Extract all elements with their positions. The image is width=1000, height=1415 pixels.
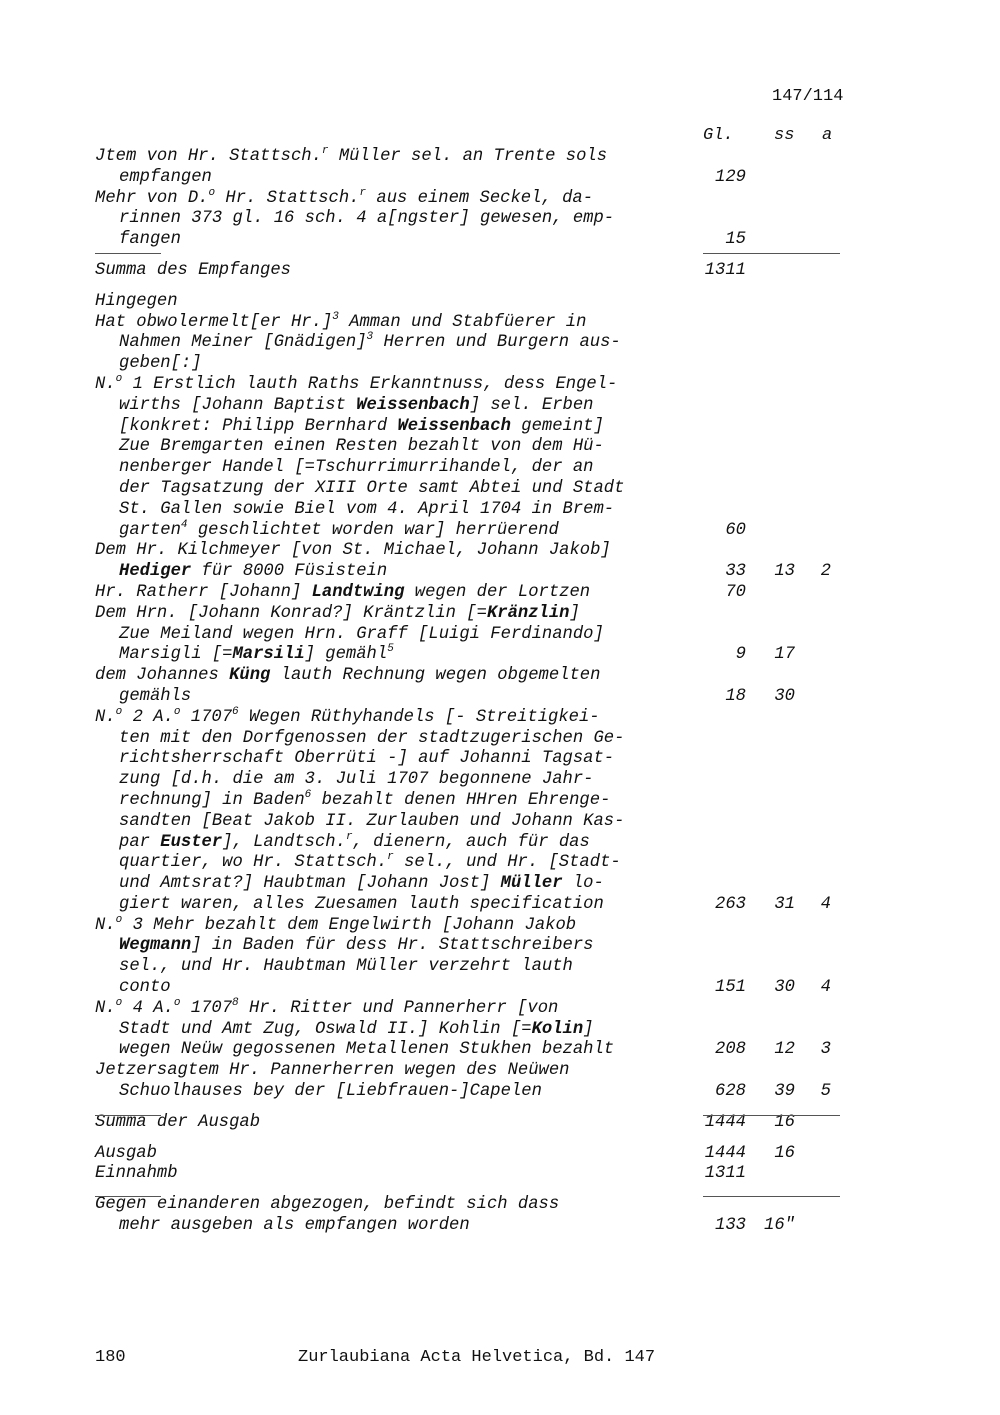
amount-gulden: 133 [715,1216,746,1236]
amount-gulden: 1311 [704,260,746,280]
ledger-body [95,147,855,1237]
balance-expenses: Ausgab 1444 16 [95,1143,795,1163]
rule-right [703,1115,840,1116]
balance-result: Gegen einanderen abgezogen, befindt sich dass mehr ausgeben als empfangen worden 133 16" [95,1195,795,1236]
expense-entry: Hr. Ratherr [Johann] Landtwing wegen der Lortzen 70 [95,582,746,602]
expense-entry: N.$^o$ 2 A.$^o$ 1707$^6$ Wegen Rüthyhandels [- Streitigkei- ten mit den Dorfgenossen der stadtzugerischen Ge- richtsherrschaft Oberrüti -] auf Johanni Tagsat- zung [d.h. die am 3. Juli 1707 begonnene Jahr- rechnung] in Baden$^6$ bezahlt denen HHren Ehrenge- sandten [Beat Jakob II. Zurlauben und Johann Kas- par Euster], Landtsch.$^r$, dienern, auch für das quartier, wo Hr. Stattsch.$^r$ sel., und Hr. [Stadt- und Amtsrat?] Haubtman [Johann Jost] Müller lo- giert waren, alles Zuesamen lauth specification 263 31 4 [95,705,831,914]
amount-schilling: 16" [764,1216,795,1236]
rule-right [703,1196,840,1197]
amount-schilling: 30 [774,686,795,706]
amount-gulden: 628 [715,1082,746,1102]
amount-schilling: 13 [774,562,795,582]
amount-angster: 5 [820,1082,831,1102]
section-heading: Hingegen [95,291,178,311]
balance-receipts: Einnahmb 1311 [95,1164,746,1184]
expenses-total: Summa der Ausgab 1444 16 [95,1112,795,1132]
amount-gulden: 151 [715,978,746,998]
footer-publication: Zurlaubiana Acta Helvetica, Bd. 147 [298,1348,656,1367]
receipt-entry: Jtem von Hr. Stattsch.$^r$ Müller sel. an Trente sols empfangen 129 [95,145,746,187]
amount-gulden: 70 [725,582,746,602]
amount-gulden: 1444 [704,1143,746,1163]
rule-right [703,253,840,254]
amount-angster: 4 [820,978,831,998]
amount-schilling: 12 [774,1040,795,1060]
amount-gulden: 60 [725,520,746,540]
column-header-schilling: ss [774,126,795,145]
expense-intro: Hat obwolermelt[er Hr.]$^3$ Amman und Stabfüerer in Nahmen Meiner [Gnädigen]$^3$ Herren und Burgern aus- geben[:] [95,310,621,374]
amount-schilling: 39 [774,1082,795,1102]
amount-schilling: 31 [774,894,795,914]
amount-gulden: 208 [715,1040,746,1060]
amount-angster: 4 [820,894,831,914]
amount-gulden: 15 [725,230,746,250]
amount-gulden: 129 [715,167,746,187]
amount-schilling: 16 [774,1143,795,1163]
amount-schilling: 16 [774,1112,795,1132]
expense-entry: N.$^o$ 1 Erstlich lauth Raths Erkanntnuss, dess Engel- wirths [Johann Baptist Weissenbach] sel. Erben [konkret: Philipp Bernhard Weissenbach gemeint] Zue Bremgarten einen Resten bezahlt von dem Hü- nenberger Handel [=Tschurrimurrihandel, der an der Tagsatzung der XIII Orte samt Abtei und Stadt St. Gallen sowie Biel vom 4. April 1704 in Brem- garten$^4$ geschlichtet worden war] herrüerend 60 [95,372,746,540]
footer-page-number: 180 [95,1348,126,1367]
rule-left [95,253,161,254]
amount-angster: 2 [820,562,831,582]
page-reference: 147/114 [772,87,844,106]
expense-entry: dem Johannes Küng lauth Rechnung wegen obgemelten gemähls 18 30 [95,666,795,706]
expense-entry: Jetzersagtem Hr. Pannerherren wegen des Neüwen Schuolhauses bey der [Liebfrauen-]Capelen 628 39 5 [95,1061,831,1102]
amount-gulden: 1311 [704,1164,746,1184]
amount-angster: 3 [820,1040,831,1060]
column-header-angster: a [822,126,833,145]
amount-gulden: 18 [725,686,746,706]
column-header-gulden: Gl. [703,126,734,145]
receipts-total: Summa des Empfanges 1311 [95,260,746,280]
expense-entry: Dem Hrn. [Johann Konrad?] Kräntzlin [=Kränzlin] Zue Meiland wegen Hrn. Graff [Luigi Ferdinando] Marsigli [=Marsili] gemähl$^5$ 9 17 [95,603,795,665]
amount-gulden: 9 [735,645,746,665]
expense-entry: N.$^o$ 4 A.$^o$ 1707$^8$ Hr. Ritter und Pannerherr [von Stadt und Amt Zug, Oswald II.] Kohlin [=Kolin] wegen Neüw gegossenen Metallenen Stukhen bezahlt 208 12 3 [95,996,831,1060]
amount-gulden: 33 [725,562,746,582]
amount-schilling: 17 [774,645,795,665]
rule-left [95,1196,161,1197]
amount-gulden: 1444 [704,1112,746,1132]
amount-schilling: 30 [774,978,795,998]
amount-gulden: 263 [715,894,746,914]
expense-entry: Dem Hr. Kilchmeyer [von St. Michael, Johann Jakob] Hediger für 8000 Füsistein 33 13 2 [95,541,831,582]
rule-left [95,1115,161,1116]
receipt-entry: Mehr von D.$^o$ Hr. Stattsch.$^r$ aus einem Seckel, da- rinnen 373 gl. 16 sch. 4 a[ngster] gewesen, emp- fangen 15 [95,186,746,250]
expense-entry: N.$^o$ 3 Mehr bezahlt dem Engelwirth [Johann Jakob Wegmann] in Baden für dess Hr. Stattschreibers sel., und Hr. Haubtman Müller verzehrt lauth conto 151 30 4 [95,913,831,998]
